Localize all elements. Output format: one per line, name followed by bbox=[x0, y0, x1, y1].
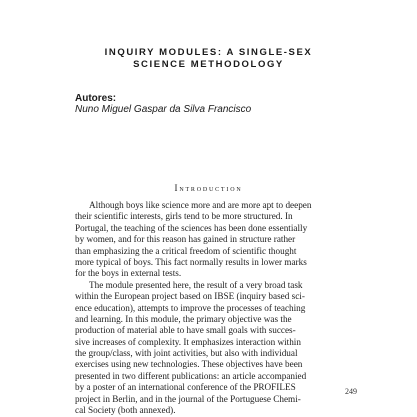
paper-title-line-1: INQUIRY MODULES: A SINGLE-SEX bbox=[104, 47, 313, 58]
body-line: sive increases of complexity. It emphasizes interaction within bbox=[75, 336, 301, 347]
body-line: cal Society (both annexed). bbox=[75, 405, 176, 416]
body-line: project in Berlin, and in the journal of the Portuguese Chemi- bbox=[75, 393, 301, 404]
body-line: by women, and for this reason has gained in structure rather bbox=[75, 234, 296, 245]
body-line: exercises using new technologies. These objectives have been bbox=[75, 359, 303, 370]
body-line: more typical of boys. This fact normally results in lower marks bbox=[75, 256, 307, 267]
paper-title-line-2: SCIENCE METHODOLOGY bbox=[133, 59, 284, 70]
body-line: within the European project based on IBSE (inquiry based sci- bbox=[75, 291, 305, 302]
body-line: their scientific interests, girls tend to be more structured. In bbox=[75, 211, 293, 222]
paper-title bbox=[0, 47, 417, 71]
body-line: presented in two different publications: an article accompanied bbox=[75, 370, 307, 381]
body-text bbox=[75, 200, 361, 416]
page-number: 249 bbox=[345, 387, 357, 396]
body-line: than emphasizing the a critical freedom of scientific thought bbox=[75, 245, 297, 256]
body-line: and learning. In this module, the primary objective was the bbox=[75, 313, 292, 324]
body-line: the group/class, with joint activities, but also with individual bbox=[75, 348, 298, 359]
body-line: Portugal, the teaching of the sciences has been done essentially bbox=[75, 222, 308, 233]
body-line: by a poster of an international conference of the PROFILES bbox=[75, 382, 296, 393]
section-heading: Introduction bbox=[174, 183, 243, 193]
body-line: Although boys like science more and are more apt to deepen bbox=[89, 200, 312, 210]
body-line: ence education), attempts to improve the processes of teaching bbox=[75, 302, 306, 313]
body-line: The module presented here, the result of a very broad task bbox=[89, 279, 303, 290]
body-line: for the boys in external tests. bbox=[75, 268, 182, 279]
body-line: production of material able to have small goals with succes- bbox=[75, 325, 296, 336]
author-name: Nuno Miguel Gaspar da Silva Francisco bbox=[75, 104, 252, 115]
authors-label: Autores: bbox=[75, 93, 117, 104]
